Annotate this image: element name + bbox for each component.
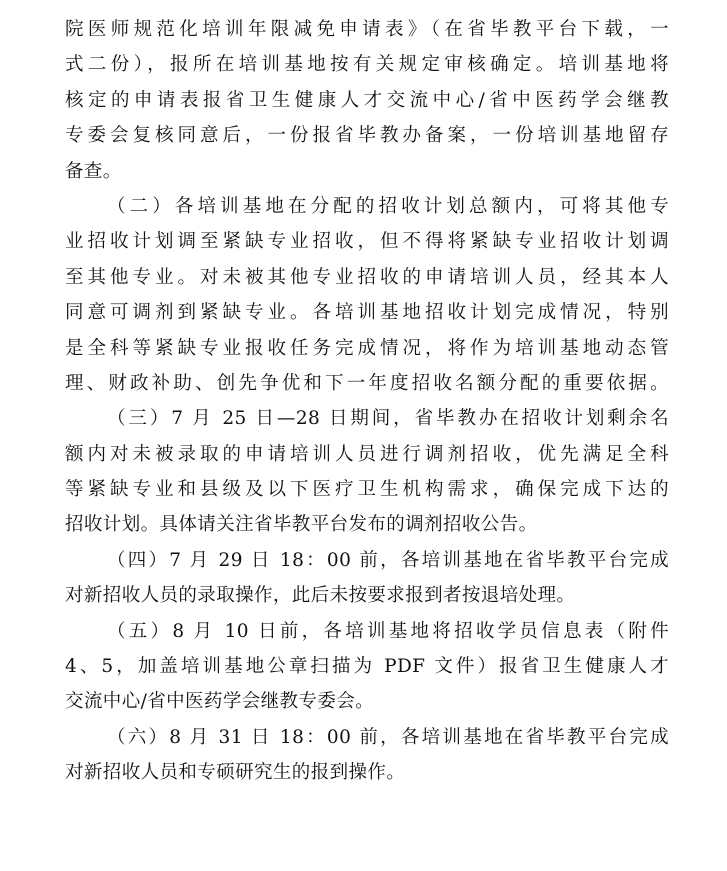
document-body: [65, 12, 669, 791]
text-line: 额内对未被录取的申请培训人员进行调剂招收，优先满足全科: [65, 443, 669, 465]
text-line: （六）8 月 31 日 18：00 前，各培训基地在省毕教平台完成: [107, 726, 669, 748]
text-line: 专委会复核同意后，一份报省毕教办备案，一份培训基地留存: [65, 125, 669, 147]
paragraph-continuation: [65, 12, 669, 189]
text-line: 业招收计划调至紧缺专业招收，但不得将紧缺专业招收计划调: [65, 231, 669, 253]
text-line: （五）8 月 10 日前，各培训基地将招收学员信息表（附件: [107, 620, 669, 642]
text-line: （三）7 月 25 日—28 日期间，省毕教办在招收计划剩余名: [107, 408, 669, 430]
text-line: 备查。: [65, 160, 122, 182]
text-line: （四）7 月 29 日 18：00 前，各培训基地在省毕教平台完成: [107, 549, 669, 571]
text-line: 是全科等紧缺专业报收任务完成情况，将作为培训基地动态管: [65, 337, 669, 359]
text-line: 4、5，加盖培训基地公章扫描为 PDF 文件）报省卫生健康人才: [65, 656, 669, 678]
text-line: 对新招收人员的录取操作，此后未按要求报到者按退培处理。: [65, 585, 576, 607]
text-line: 至其他专业。对未被其他专业招收的申请培训人员，经其本人: [65, 266, 669, 288]
text-line: 等紧缺专业和县级及以下医疗卫生机构需求，确保完成下达的: [65, 479, 669, 501]
text-line: 理、财政补助、创先争优和下一年度招收名额分配的重要依据。: [65, 372, 669, 394]
text-line: 院医师规范化培训年限减免申请表》（在省毕教平台下载，一: [65, 19, 669, 40]
text-line: 招收计划。具体请关注省毕教平台发布的调剂招收公告。: [65, 514, 538, 536]
text-line: 式二份），报所在培训基地按有关规定审核确定。培训基地将: [65, 54, 669, 76]
paragraph-item-3: [65, 401, 669, 543]
text-line: 核定的申请表报省卫生健康人才交流中心/省中医药学会继教: [65, 89, 669, 111]
paragraph-item-2: [65, 189, 669, 401]
text-line: 对新招收人员和专硕研究生的报到操作。: [65, 762, 406, 784]
text-line: 同意可调剂到紧缺专业。各培训基地招收计划完成情况，特别: [65, 302, 669, 324]
text-line: 交流中心/省中医药学会继教专委会。: [65, 691, 375, 713]
paragraph-item-5: [65, 614, 669, 720]
text-line: （二）各培训基地在分配的招收计划总额内，可将其他专: [107, 195, 669, 217]
paragraph-item-6: [65, 720, 669, 791]
paragraph-item-4: [65, 543, 669, 614]
